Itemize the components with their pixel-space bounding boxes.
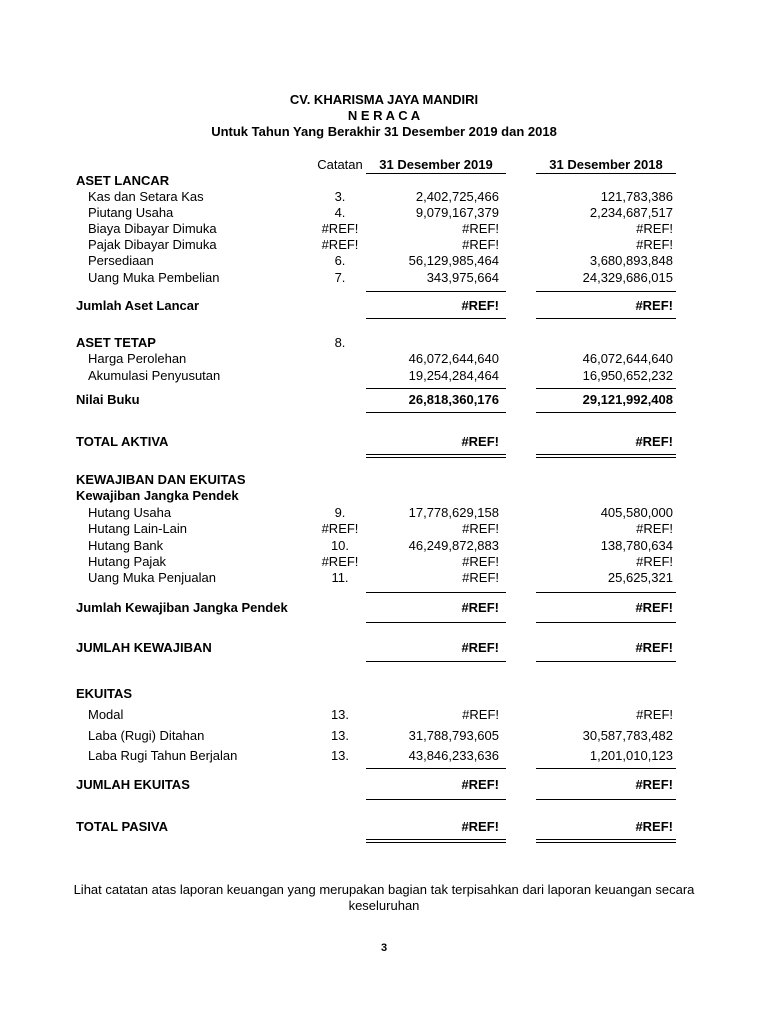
row-label: Pajak Dibayar Dimuka	[88, 237, 217, 252]
double-line-2018	[536, 454, 676, 455]
row-value-2018: #REF!	[636, 521, 673, 536]
subtotal-line-2019	[366, 388, 506, 389]
total-line-2019	[366, 622, 506, 623]
total-label: Jumlah Kewajiban Jangka Pendek	[76, 600, 288, 615]
total-label: JUMLAH EKUITAS	[76, 777, 190, 792]
row-value-2018: #REF!	[636, 554, 673, 569]
double-line-2018	[536, 842, 676, 843]
total-value-2019: #REF!	[461, 600, 499, 615]
subtotal-line-2019	[366, 291, 506, 292]
section-title-aset-lancar: ASET LANCAR	[76, 173, 170, 188]
row-value-2019: 31,788,793,605	[408, 728, 499, 743]
double-line-2018	[536, 457, 676, 458]
grand-total-label: TOTAL PASIVA	[76, 819, 168, 834]
grand-total-value-2019: #REF!	[461, 819, 499, 834]
row-value-2018: #REF!	[636, 707, 673, 722]
section-subtitle-kewajiban-pendek: Kewajiban Jangka Pendek	[76, 488, 239, 503]
row-value-2019: 46,072,644,640	[408, 351, 499, 366]
row-value-2019: #REF!	[462, 237, 499, 252]
row-value-2018: 25,625,321	[607, 570, 673, 585]
total-value-2019: #REF!	[461, 298, 499, 313]
row-value-2019: 9,079,167,379	[415, 205, 499, 220]
section-title-ekuitas: EKUITAS	[76, 686, 133, 701]
row-value-2019: 46,249,872,883	[408, 538, 499, 553]
total-label: Jumlah Aset Lancar	[76, 298, 200, 313]
row-note: 13.	[330, 728, 350, 743]
row-value-2019: #REF!	[462, 221, 499, 236]
page-number: 3	[380, 942, 388, 954]
row-label: Modal	[88, 707, 124, 722]
double-line-2019	[366, 454, 506, 455]
row-value-2018: 121,783,386	[600, 189, 673, 204]
row-note: 9.	[334, 505, 346, 520]
row-note: 4.	[334, 205, 346, 220]
row-value-2019: 56,129,985,464	[408, 253, 499, 268]
row-label: Biaya Dibayar Dimuka	[88, 221, 217, 236]
total-line-2019	[366, 799, 506, 800]
row-value-2019: 43,846,233,636	[408, 748, 499, 763]
row-note: 13.	[330, 748, 350, 763]
row-value-2019: 343,975,664	[426, 270, 499, 285]
total-line-2018	[536, 318, 676, 319]
total-line-2019	[366, 318, 506, 319]
row-label: Kas dan Setara Kas	[88, 189, 204, 204]
total-value-2019: 26,818,360,176	[408, 392, 499, 407]
subtotal-line-2018	[536, 768, 676, 769]
total-value-2018: #REF!	[635, 600, 673, 615]
total-label: Nilai Buku	[76, 392, 140, 407]
row-label: Hutang Lain-Lain	[88, 521, 188, 536]
row-label: Laba Rugi Tahun Berjalan	[88, 748, 238, 763]
row-value-2018: 3,680,893,848	[589, 253, 673, 268]
total-value-2018: #REF!	[635, 777, 673, 792]
row-value-2018: 405,580,000	[600, 505, 673, 520]
row-value-2018: 30,587,783,482	[582, 728, 673, 743]
row-label: Uang Muka Penjualan	[88, 570, 216, 585]
row-label: Hutang Pajak	[88, 554, 167, 569]
column-header-2018: 31 Desember 2018	[549, 157, 663, 172]
total-value-2019: #REF!	[461, 777, 499, 792]
subtotal-line-2018	[536, 291, 676, 292]
total-label: JUMLAH KEWAJIBAN	[76, 640, 212, 655]
header-underline-2019	[366, 173, 506, 174]
row-note: 3.	[334, 189, 346, 204]
column-header-2019: 31 Desember 2019	[379, 157, 493, 172]
row-value-2019: 19,254,284,464	[408, 368, 499, 383]
row-value-2018: 1,201,010,123	[589, 748, 673, 763]
total-line-2018	[536, 661, 676, 662]
section-note-aset-tetap: 8.	[334, 335, 346, 350]
total-value-2018: #REF!	[635, 640, 673, 655]
double-line-2019	[366, 839, 506, 840]
row-note: #REF!	[321, 521, 359, 536]
total-value-2018: #REF!	[635, 298, 673, 313]
double-line-2018	[536, 839, 676, 840]
row-value-2019: #REF!	[462, 554, 499, 569]
subtotal-line-2019	[366, 768, 506, 769]
row-note: 7.	[334, 270, 346, 285]
total-line-2018	[536, 412, 676, 413]
row-label: Laba (Rugi) Ditahan	[88, 728, 205, 743]
row-note: 13.	[330, 707, 350, 722]
total-line-2019	[366, 661, 506, 662]
double-line-2019	[366, 457, 506, 458]
section-title-kewajiban-ekuitas: KEWAJIBAN DAN EKUITAS	[76, 472, 246, 487]
row-note: #REF!	[321, 221, 359, 236]
subtotal-line-2018	[536, 388, 676, 389]
grand-total-label: TOTAL AKTIVA	[76, 434, 169, 449]
report-title: N E R A C A	[347, 108, 421, 123]
row-note: 10.	[330, 538, 350, 553]
header-underline-2018	[536, 173, 676, 174]
row-value-2019: #REF!	[462, 707, 499, 722]
row-label: Uang Muka Pembelian	[88, 270, 220, 285]
total-value-2019: #REF!	[461, 640, 499, 655]
row-value-2018: 16,950,652,232	[582, 368, 673, 383]
total-line-2019	[366, 412, 506, 413]
column-header-note: Catatan	[317, 157, 363, 172]
total-line-2018	[536, 622, 676, 623]
row-value-2018: 138,780,634	[600, 538, 673, 553]
footnote: Lihat catatan atas laporan keuangan yang merupakan bagian tak terpisahkan dari laporan keuangan secara keseluruhan	[73, 882, 695, 913]
row-value-2019: 2,402,725,466	[415, 189, 499, 204]
row-label: Hutang Usaha	[88, 505, 172, 520]
row-note: 11.	[331, 570, 349, 585]
row-value-2018: #REF!	[636, 237, 673, 252]
subtotal-line-2019	[366, 592, 506, 593]
total-line-2018	[536, 799, 676, 800]
row-value-2019: #REF!	[462, 521, 499, 536]
row-value-2018: 24,329,686,015	[582, 270, 673, 285]
subtotal-line-2018	[536, 592, 676, 593]
grand-total-value-2018: #REF!	[635, 434, 673, 449]
row-label: Persediaan	[88, 253, 154, 268]
row-value-2019: #REF!	[462, 570, 499, 585]
row-note: #REF!	[321, 237, 359, 252]
row-value-2019: 17,778,629,158	[408, 505, 499, 520]
row-label: Akumulasi Penyusutan	[88, 368, 221, 383]
grand-total-value-2018: #REF!	[635, 819, 673, 834]
row-label: Piutang Usaha	[88, 205, 174, 220]
grand-total-value-2019: #REF!	[461, 434, 499, 449]
row-value-2018: 46,072,644,640	[582, 351, 673, 366]
company-name: CV. KHARISMA JAYA MANDIRI	[289, 92, 479, 107]
row-label: Harga Perolehan	[88, 351, 187, 366]
row-note: 6.	[334, 253, 346, 268]
total-value-2018: 29,121,992,408	[582, 392, 673, 407]
row-label: Hutang Bank	[88, 538, 164, 553]
row-value-2018: #REF!	[636, 221, 673, 236]
row-note: #REF!	[321, 554, 359, 569]
double-line-2019	[366, 842, 506, 843]
section-title-aset-tetap: ASET TETAP	[76, 335, 156, 350]
row-value-2018: 2,234,687,517	[589, 205, 673, 220]
report-period: Untuk Tahun Yang Berakhir 31 Desember 2019 dan 2018	[211, 124, 557, 139]
